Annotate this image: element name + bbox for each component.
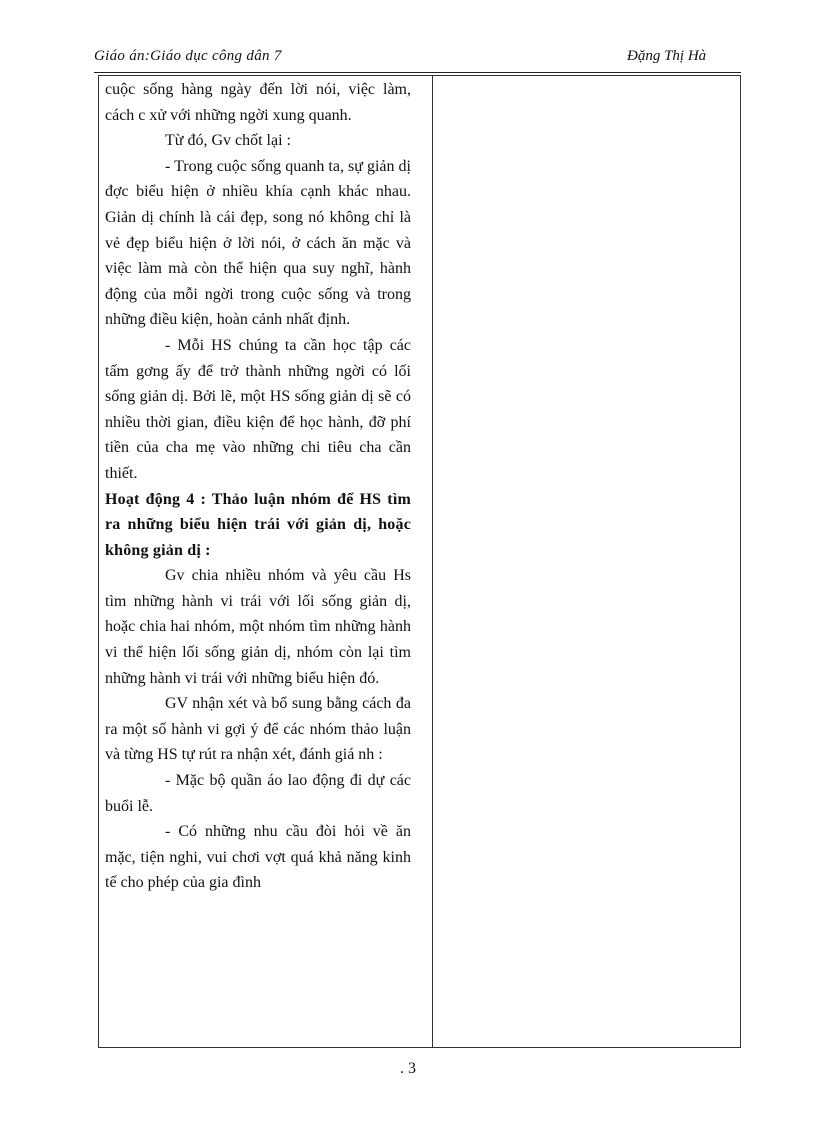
right-column (433, 76, 740, 1047)
paragraph-3: - Trong cuộc sống quanh ta, sự giản dị đợc biểu hiện ở nhiều khía cạnh khác nhau. Giản dị chính là cái đẹp, song nó không chỉ là vẻ đẹp biểu hiện ở lời nói, ở cách ăn mặc và việc làm mà còn thể hiện qua suy nghĩ, hành động của mỗi ngời trong cuộc sống và trong những điều kiện, hoàn cảnh nhất định. (105, 157, 411, 329)
paragraph-5: Gv chia nhiều nhóm và yêu cầu Hs tìm những hành vi trái với lối sống giản dị, hoặc chia hai nhóm, một nhóm tìm những hành vi thể hiện lối sống giản dị, nhóm còn lại tìm những hành vi trái với những biểu hiện đó. (105, 567, 411, 687)
activity-heading: Hoạt động 4 : Thảo luận nhóm để HS tìm ra những biểu hiện trái với giản dị, hoặc không giản dị : (105, 490, 411, 559)
paragraph-2: Từ đó, Gv chốt lại : (165, 132, 291, 150)
header-left-title: Giáo án:Giáo dục công dân 7 (94, 48, 282, 64)
paragraph-8: - Có những nhu cầu đòi hỏi về ăn mặc, tiện nghi, vui chơi vợt quá khả năng kinh tế cho phép của gia đình (105, 823, 411, 892)
header-author: Đặng Thị Hà (627, 48, 707, 64)
paragraph-6: GV nhận xét và bổ sung bằng cách đa ra một số hành vi gợi ý để các nhóm thảo luận và từng HS tự rút ra nhận xét, đánh giá nh : (105, 695, 411, 764)
paragraph-7: - Mặc bộ quần áo lao động đi dự các buổi lễ. (105, 772, 411, 815)
left-column (105, 77, 411, 896)
paragraph-1: cuộc sống hàng ngày đến lời nói, việc làm, cách c xử với những ngời xung quanh. (105, 81, 411, 124)
lesson-table (98, 75, 741, 1048)
page-number: . 3 (400, 1060, 416, 1077)
paragraph-4: - Mỗi HS chúng ta cần học tập các tấm gơng ấy để trở thành những ngời có lối sống giản dị. Bởi lẽ, một HS sống giản dị sẽ có nhiều thời gian, điều kiện để học hành, đỡ phí tiền của cha mẹ vào những chi tiêu cha cần thiết. (105, 336, 411, 482)
header-rule (94, 72, 741, 73)
